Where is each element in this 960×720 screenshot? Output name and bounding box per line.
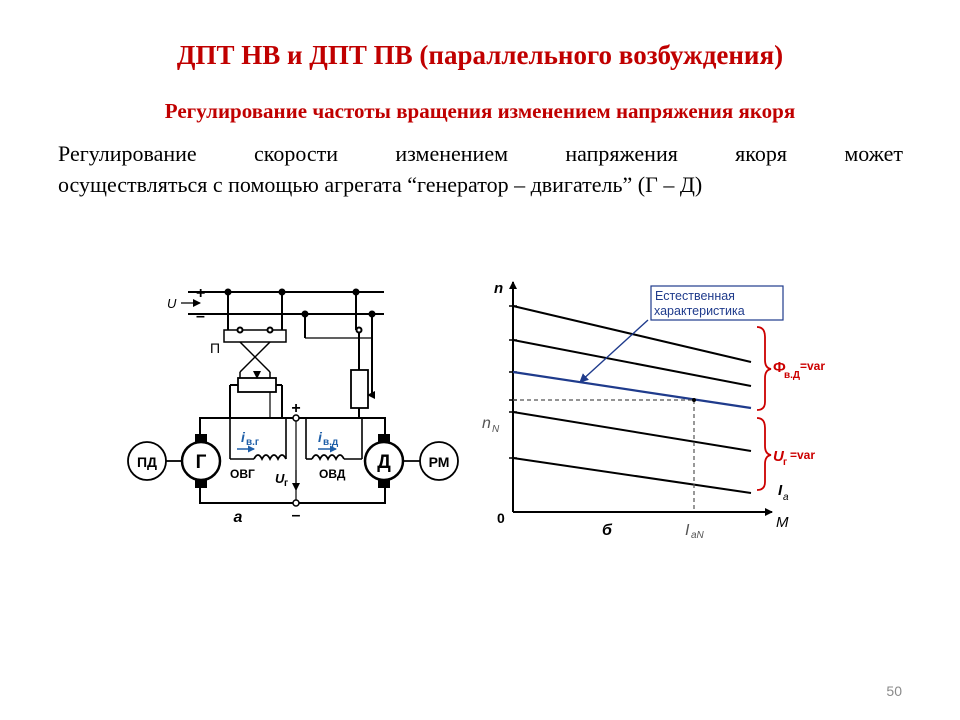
body-line-2: осуществляться с помощью агрегата “генератор – двигатель” (Г – Д) [58,172,703,197]
reversing-switch [224,330,286,342]
ivg-label: i [241,429,245,445]
phi-sub: в.Д [784,370,801,381]
x-label-ia-sub: a [783,492,789,503]
ug-var-label: U [773,448,784,465]
ovd-label: ОВД [319,467,346,481]
ovg-label: ОВГ [230,467,255,481]
ug-sub: г [284,478,289,489]
ivg-sub: в.г [246,437,260,448]
prime-mover-label: ПД [136,454,158,470]
ian-sub: aN [691,530,704,541]
phi-var: =var [800,359,826,373]
circuit-caption: а [233,509,243,526]
ug-var: =var [790,448,816,462]
motor-field-rheostat [351,370,368,408]
armature-loop [200,418,385,503]
page-number: 50 [886,683,902,699]
switch-label: П [210,340,221,356]
slide-title: ДПТ НВ и ДПТ ПВ (параллельного возбуждения) [176,40,784,70]
ian-label: I [685,522,690,539]
ug-var-sub: г [783,457,788,468]
ivd-sub: в.д [323,437,339,448]
x-label-ia: I [778,482,783,499]
generator-label: Г [195,452,207,473]
origin-label: 0 [497,510,505,526]
supply-minus-label: – [196,308,205,325]
motor-label: Д [377,452,391,473]
ug-brace [757,418,771,490]
slide-subtitle: Регулирование частоты вращения изменением напряжения якоря [164,99,796,123]
supply-plus-label: + [196,285,206,302]
callout-line-2: характеристика [654,304,745,318]
supply-voltage-label: U [167,296,177,311]
graph-caption: б [602,522,612,539]
body-line-1: Регулирование скорости изменением напряжения якоря может [58,141,903,166]
natural-characteristic-line [513,372,751,408]
char-line-5 [513,458,751,493]
ovd-coil [312,455,344,459]
center-minus-label: – [291,507,301,524]
callout-line-1: Естественная [655,289,735,303]
nn-sub: N [492,424,500,435]
char-line-2 [513,340,751,386]
center-plus-label: + [291,400,301,417]
working-machine-label: РМ [428,454,450,470]
x-label-m: M [776,514,789,531]
char-line-4 [513,412,751,451]
nn-label: n [482,415,491,432]
gen-field-rheostat [238,378,276,392]
ovg-coil [254,455,286,459]
phi-label: Ф [773,359,786,376]
ug-label: U [275,471,285,486]
y-axis-label: n [494,280,504,297]
circuit-diagram [128,290,458,507]
phi-brace [757,327,771,410]
ivd-label: i [318,429,322,445]
